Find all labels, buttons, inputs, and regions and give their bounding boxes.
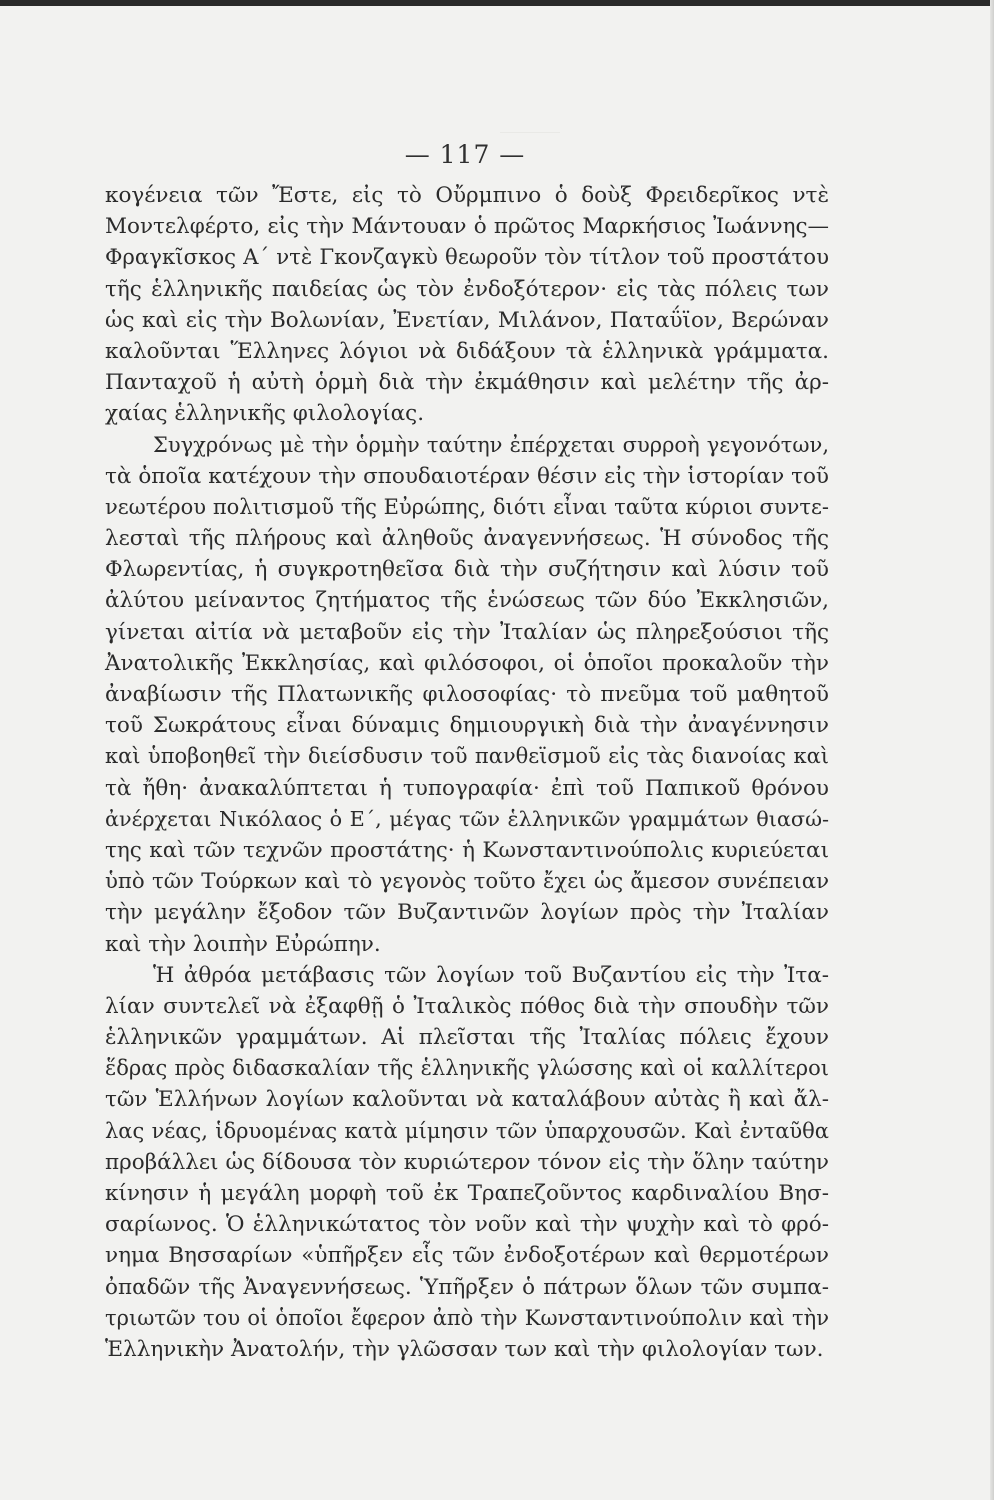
text-line: λας νέας, ἱδρυομένας κατὰ μίμησιν τῶν ὑπαρχουσῶν. Καὶ ἐνταῦθα bbox=[105, 1118, 829, 1143]
page-number: — 117 — bbox=[404, 140, 526, 169]
text-line: ὡς καὶ εἰς τὴν Βολωνίαν, Ἐνετίαν, Μιλάνον, Παταΰϊον, Βερώναν bbox=[105, 307, 829, 333]
body-text bbox=[105, 180, 829, 1365]
text-line: καλοῦνται Ἕλληνες λόγιοι νὰ διδάξουν τὰ ἑλληνικὰ γράμματα. bbox=[105, 338, 829, 364]
text-line: προβάλλει ὡς δίδουσα τὸν κυριώτερον τόνον εἰς τὴν ὅλην ταύτην bbox=[105, 1149, 829, 1175]
text-line: ὀπαδῶν τῆς Ἀναγεννήσεως. Ὑπῆρξεν ὁ πάτρων ὅλων τῶν συμπα- bbox=[105, 1274, 829, 1300]
text-line: Φραγκῖσκος Α΄ ντὲ Γκονζαγκὺ θεωροῦν τὸν τίτλον τοῦ προστάτου bbox=[105, 245, 829, 271]
text-line: Συγχρόνως μὲ τὴν ὁρμὴν ταύτην ἐπέρχεται συρροὴ γεγονότων, bbox=[153, 432, 829, 457]
text-line: ἀναβίωσιν τῆς Πλατωνικῆς φιλοσοφίας· τὸ πνεῦμα τοῦ μαθητοῦ bbox=[105, 682, 829, 707]
text-line: τῶν Ἑλλήνων λογίων καλοῦνται νὰ καταλάβουν αὐτὰς ἢ καὶ ἄλ- bbox=[105, 1087, 829, 1113]
text-line: καὶ ὑποβοηθεῖ τὴν διείσδυσιν τοῦ πανθεϊσμοῦ εἰς τὰς διανοίας καὶ bbox=[105, 744, 829, 769]
scan-right-edge bbox=[990, 0, 994, 1500]
text-line: ἕδρας πρὸς διδασκαλίαν τῆς ἑλληνικῆς γλώσσης καὶ οἱ καλλίτεροι bbox=[105, 1056, 829, 1081]
text-line: καὶ τὴν λοιπὴν Εὐρώπην. bbox=[105, 931, 381, 957]
paragraph bbox=[105, 180, 829, 430]
text-line: Πανταχοῦ ἡ αὐτὴ ὁρμὴ διὰ τὴν ἐκμάθησιν καὶ μελέτην τῆς ἀρ- bbox=[105, 370, 829, 396]
text-line: τὰ ἤθη· ἀνακαλύπτεται ἡ τυπογραφία· ἐπὶ τοῦ Παπικοῦ θρόνου bbox=[105, 775, 829, 801]
text-line: νημα Βησσαρίων «ὑπῆρξεν εἷς τῶν ἐνδοξοτέρων καὶ θερμοτέρων bbox=[105, 1243, 829, 1269]
text-line: κογένεια τῶν Ἔστε, εἰς τὸ Οὔρμπινο ὁ δοὺξ Φρειδερῖκος ντὲ bbox=[105, 183, 829, 208]
scan-top-edge bbox=[0, 0, 994, 6]
text-line: Ἀνατολικῆς Ἐκκλησίας, καὶ φιλόσοφοι, οἱ ὁποῖοι προκαλοῦν τὴν bbox=[105, 650, 829, 676]
text-line: τὴν μεγάλην ἔξοδον τῶν Βυζαντινῶν λογίων πρὸς τὴν Ἰταλίαν bbox=[105, 900, 829, 926]
text-line: ἑλληνικῶν γραμμάτων. Αἱ πλεῖσται τῆς Ἰταλίας πόλεις ἔχουν bbox=[105, 1025, 829, 1051]
text-line: Ἡ ἀθρόα μετάβασις τῶν λογίων τοῦ Βυζαντίου εἰς τὴν Ἰτα- bbox=[153, 962, 829, 988]
paragraph bbox=[105, 430, 829, 960]
text-line: τῆς ἑλληνικῆς παιδείας ὡς τὸν ἐνδοξότερον· εἰς τὰς πόλεις των bbox=[105, 276, 829, 302]
text-line: ἀνέρχεται Νικόλαος ὁ Ε΄, μέγας τῶν ἑλληνικῶν γραμμάτων θιασώ- bbox=[105, 806, 829, 831]
text-line: τοῦ Σωκράτους εἶναι δύναμις δημιουργικὴ διὰ τὴν ἀναγέννησιν bbox=[105, 713, 829, 739]
text-line: λίαν συντελεῖ νὰ ἐξαφθῇ ὁ Ἰταλικὸς πόθος διὰ τὴν σπουδὴν τῶν bbox=[105, 993, 829, 1019]
paragraph bbox=[105, 960, 829, 1365]
paragraphs bbox=[105, 180, 829, 1365]
text-line: νεωτέρου πολιτισμοῦ τῆς Εὐρώπης, διότι εἶναι ταῦτα κύριοι συντε- bbox=[105, 494, 829, 519]
text-line: ἀλύτου μείναντος ζητήματος τῆς ἑνώσεως τῶν δύο Ἐκκλησιῶν, bbox=[105, 588, 829, 614]
text-line: τὰ ὁποῖα κατέχουν τὴν σπουδαιοτέραν θέσιν εἰς τὴν ἱστορίαν τοῦ bbox=[105, 463, 829, 489]
text-line: Μοντελφέρτο, εἰς τὴν Μάντουαν ὁ πρῶτος Μαρκήσιος Ἰωάννης— bbox=[105, 214, 829, 240]
text-line: ὑπὸ τῶν Τούρκων καὶ τὸ γεγονὸς τοῦτο ἔχει ὡς ἄμεσον συνέπειαν bbox=[105, 869, 829, 895]
text-line: Ἑλληνικὴν Ἀνατολήν, τὴν γλῶσσαν των καὶ τὴν φιλολογίαν των. bbox=[105, 1336, 824, 1362]
bleed-through-mark bbox=[500, 118, 560, 133]
text-line: γίνεται αἰτία νὰ μεταβοῦν εἰς τὴν Ἰταλίαν ὡς πληρεξούσιοι τῆς bbox=[105, 619, 829, 645]
text-line: τριωτῶν του οἱ ὁποῖοι ἔφερον ἀπὸ τὴν Κωνσταντινούπολιν καὶ τὴν bbox=[105, 1305, 829, 1330]
text-line: Φλωρεντίας, ἡ συγκροτηθεῖσα διὰ τὴν συζήτησιν καὶ λύσιν τοῦ bbox=[105, 557, 829, 583]
text-line: της καὶ τῶν τεχνῶν προστάτης· ἡ Κωνσταντινούπολις κυριεύεται bbox=[105, 837, 829, 863]
text-line: χαίας ἑλληνικῆς φιλολογίας. bbox=[105, 401, 425, 427]
text-line: κίνησιν ἡ μεγάλη μορφὴ τοῦ ἐκ Τραπεζοῦντος καρδιναλίου Βησ- bbox=[105, 1181, 829, 1206]
text-line: λεσταὶ τῆς πλήρους καὶ ἀληθοῦς ἀναγεννήσεως. Ἡ σύνοδος τῆς bbox=[105, 526, 829, 552]
text-line: σαρίωνος. Ὁ ἑλληνικώτατος τὸν νοῦν καὶ τὴν ψυχὴν καὶ τὸ φρό- bbox=[105, 1212, 829, 1238]
